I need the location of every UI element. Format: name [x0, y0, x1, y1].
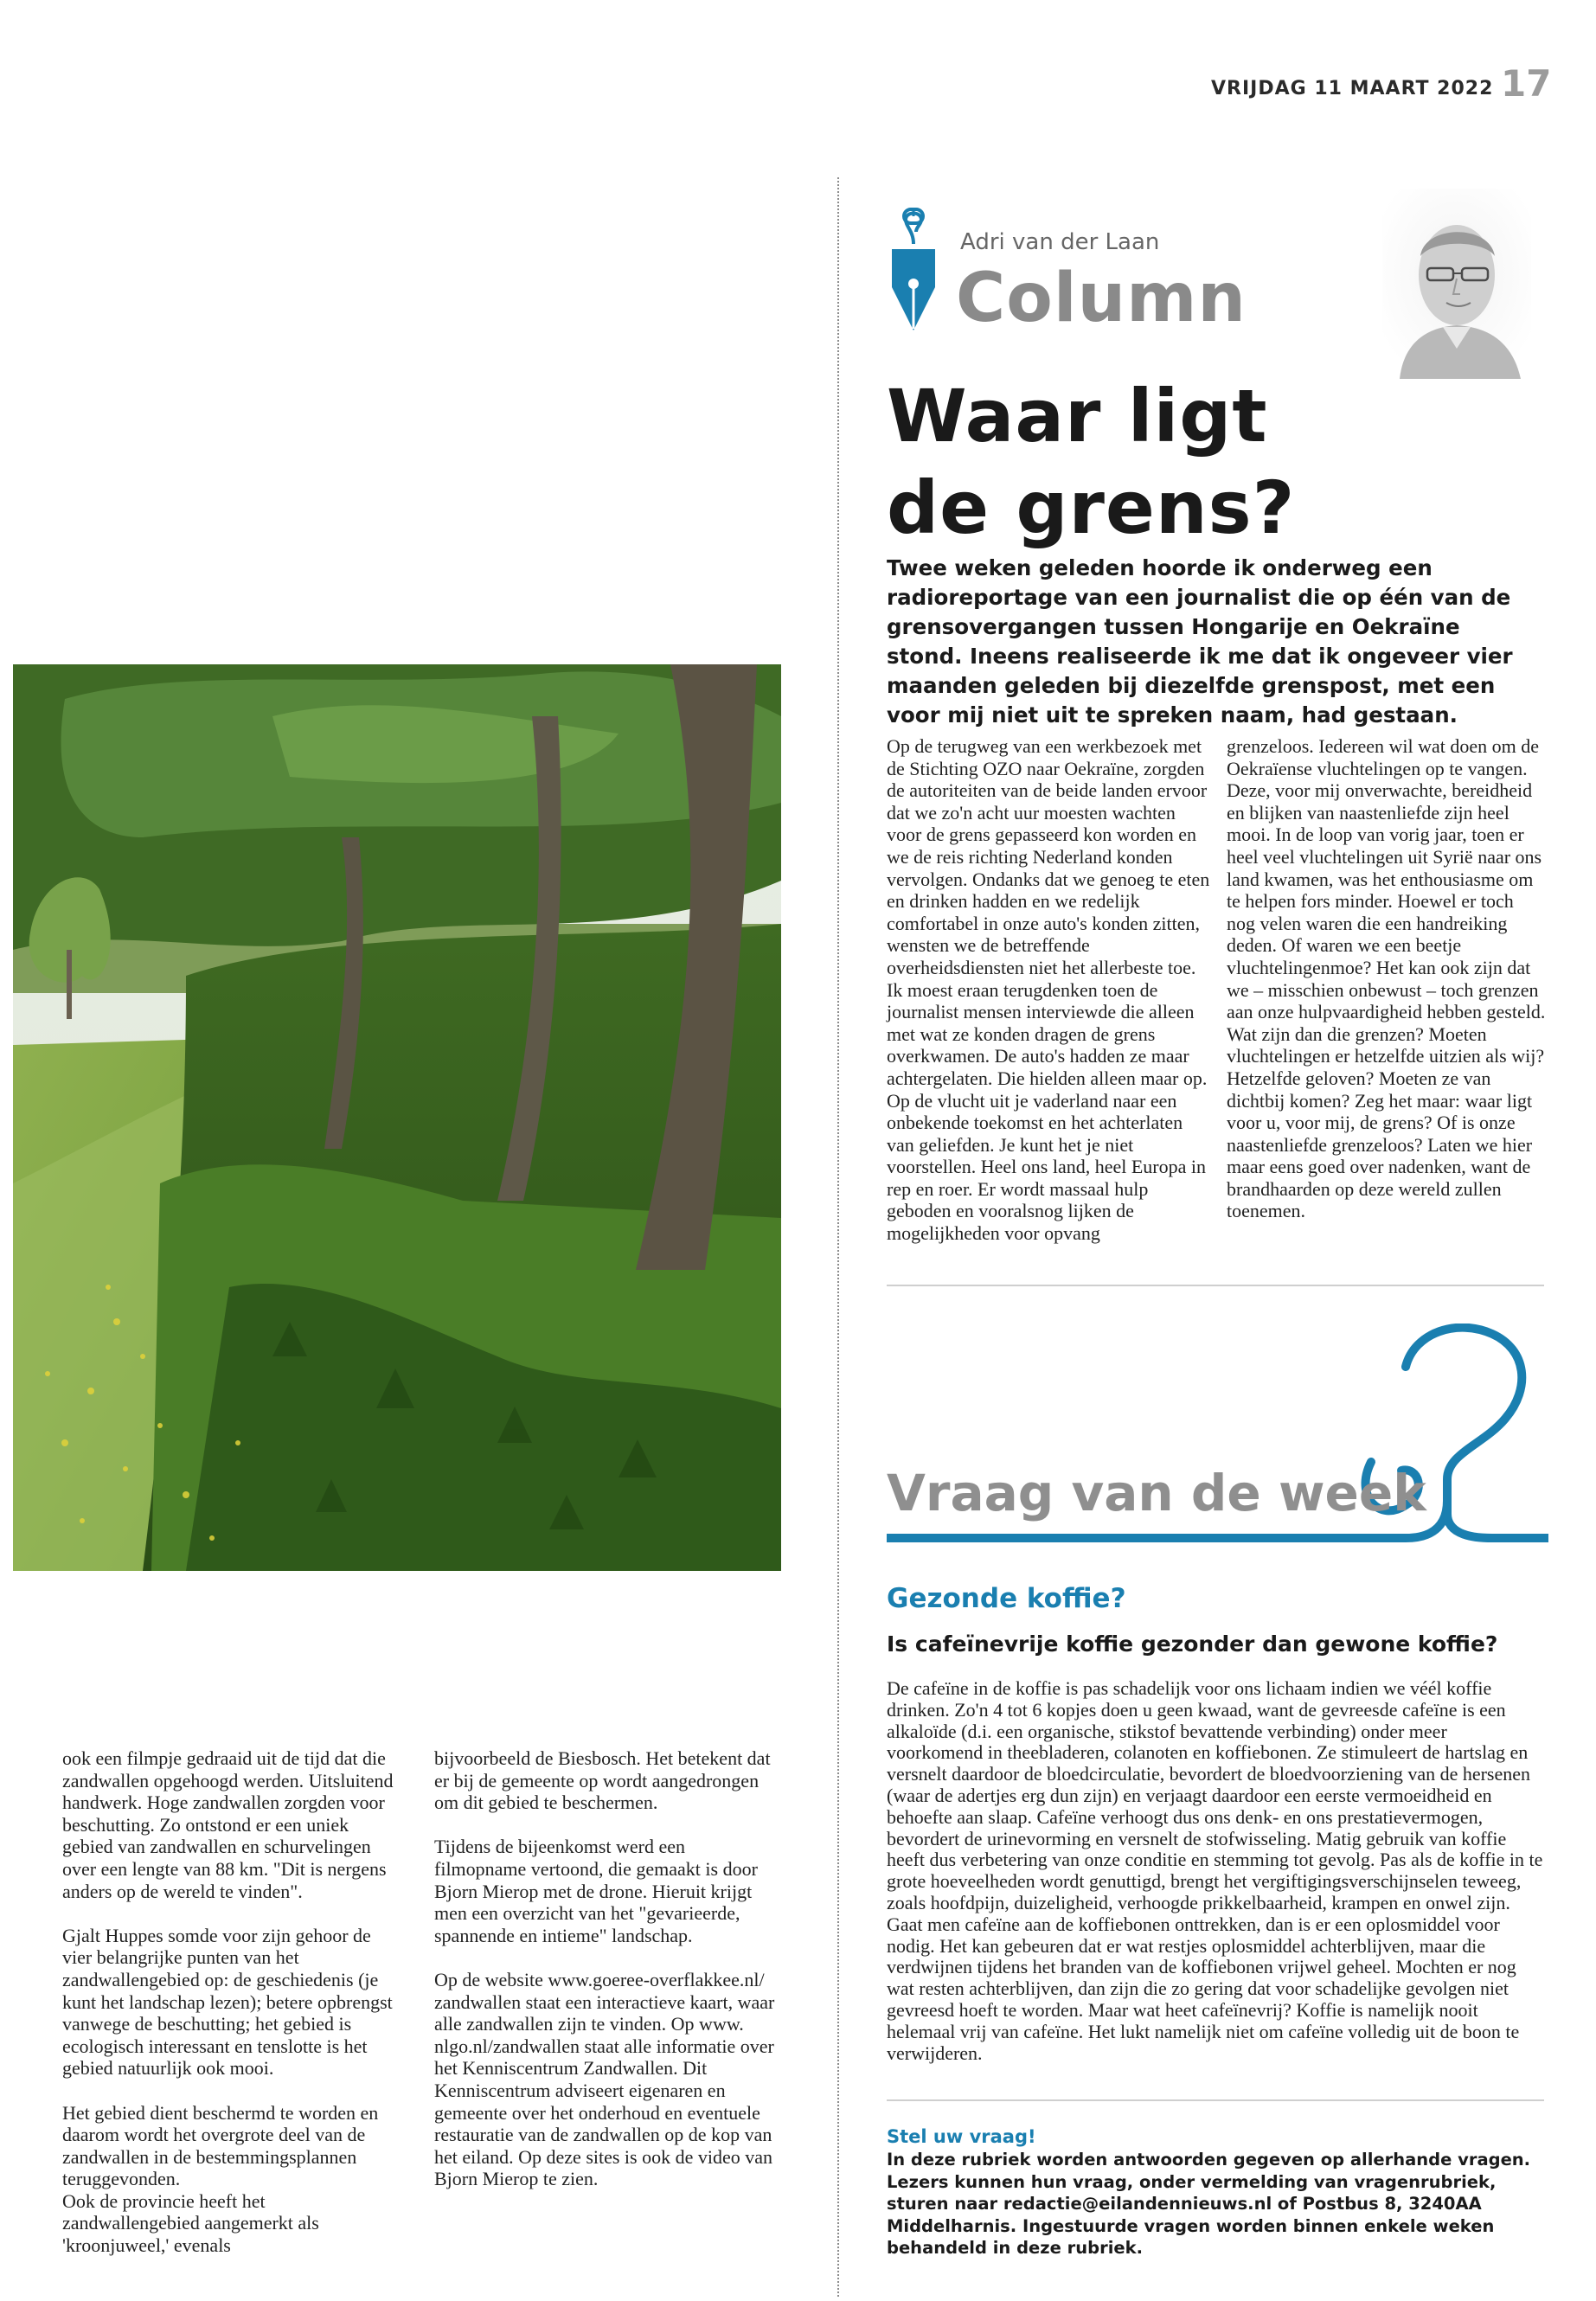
landscape-photo	[13, 664, 781, 1571]
fountain-pen-mouse-icon	[887, 201, 940, 339]
article-column-2	[434, 1747, 780, 2190]
author-portrait	[1382, 189, 1531, 379]
article-paragraph: Ook de provincie heeft het zandwallengebied aangemerkt als 'kroonjuweel,' evenals	[62, 2189, 319, 2257]
headline-line-1: Waar ligt	[887, 374, 1268, 458]
section-rule	[887, 1285, 1544, 1286]
column-label: Column	[956, 260, 1247, 337]
article-paragraph: ook een filmpje gedraaid uit de tijd dat die zandwallen opgehoogd werden. Uitsluitend handwerk. Hoge zandwallen zorgden voor beschutting. Zo ontstond er een uniek gebied van zandwallen en schurvelingen over een lengte van 88 km. "Dit is nergens anders op de wereld te vinden".	[62, 1747, 394, 1902]
column-paragraph: Wat zijn dan die grenzen? Moeten vluchtelingen er hetzelfde uitzien als wij? Hetzelfde geloven? Moeten ze van dichtbij komen? Zeg het maar: waar ligt voor u, voor mij, de grens? Of is onze naastenliefde grenzeloos? Laten we hier maar eens goed over nadenken, want de brandhaarden op deze wereld zullen toenemen.	[1227, 1022, 1545, 1222]
vraag-title: Vraag van de week	[887, 1464, 1426, 1522]
headline-line-2: de grens?	[887, 465, 1296, 550]
section-rule	[887, 2099, 1544, 2101]
vraag-question: Is cafeïnevrije koffie gezonder dan gewone koffie?	[887, 1631, 1498, 1657]
article-paragraph: Op de website www.goeree-overflakkee.nl/ zandwallen staat een interactieve kaart, waar alle zandwallen zijn te vinden. Op www. nlgo.nl/zandwallen staat alle informatie over het Kenniscentrum Zandwallen. Dit Kenniscentrum adviseert eigenaren en gemeente over het onderhoud en eventuele restauratie van de zandwallen op de kop van het eiland. Op deze sites is ook de video van Bjorn Mierop te zien.	[434, 1968, 775, 2190]
stel-uw-vraag-text: In deze rubriek worden antwoorden gegeven op allerhande vragen. Lezers kunnen hun vraag, onder vermelding van vragenrubriek, sturen naar redactie@eilandennieuws.nl of Postbus 8, 3240AA Middelharnis. Ingestuurde vragen worden binnen enkele weken behandeld in deze rubriek.	[887, 2150, 1531, 2258]
column-body-right	[1227, 735, 1547, 1222]
article-paragraph: Het gebied dient beschermd te worden en daarom wordt het overgrote deel van de zandwallen in de bestemmingsplannen teruggevonden.	[62, 2101, 379, 2190]
article-column-1	[62, 1747, 396, 2257]
stel-uw-vraag-heading: Stel uw vraag!	[887, 2126, 1036, 2147]
article-paragraph: bijvoorbeeld de Biesbosch. Het betekent dat er bij de gemeente op wordt aangedrongen om dit gebied te beschermen.	[434, 1747, 771, 1814]
column-author: Adri van der Laan	[960, 229, 1160, 255]
article-paragraph: Gjalt Huppes somde voor zijn gehoor de vier belangrijke punten van het zandwallengebied op: de geschiedenis (je kunt het landschap lezen); betere opbrengst vanwege de beschutting; het gebied is ecologisch interessant en tenslotte is het gebied natuurlijk ook mooi.	[62, 1924, 393, 2080]
vraag-answer: De cafeïne in de koffie is pas schadelijk voor ons lichaam indien we véél koffie drinken. Zo'n 4 tot 6 kopjes doen u geen kwaad, want de gevreesde cafeïne is een alkaloïde (d.i. een organische, stikstof bevattende verbinding) onder meer voorkomend in theebladeren, colanoten en koffiebonen. Ze stimuleert de hartslag en versnelt daardoor de bloedcirculatie, bevordert de bloedvoorziening van de hersenen (waar de adertjes erg dun zijn) en verjaagt daardoor een eerste vermoeidheid en behoefte aan slaap. Cafeïne verhoogt dus ons denk- en ons prestatievermogen, bevordert de urinevorming en versnelt de stofwisseling. Matig gebruik van koffie heeft dus verbetering van onze conditie en stemming tot gevolg. Pas als de koffie in te grote hoeveelheden wordt genuttigd, brengt het vergiftigingsverschijnselen teweeg, zoals hoofdpijn, duizeligheid, verhoogde prikkelbaarheid, krampen en onwel zijn. Gaat men cafeïne aan de koffiebonen onttrekken, dan is er een oplosmiddel voor nodig. Het kan gebeuren dat er wat restjes oplosmiddel achterblijven, maar die verdwijnen tijdens het branden van de koffiebonen vrijwel geheel. Mochten er nog wat resten achterblijven, dan zijn die zo gering dat voor schadelijke gevolgen niet gevreesd hoeft te worden. Maar wat heet cafeïnevrij? Koffie is namelijk nooit helemaal vrij van cafeïne. Het lukt namelijk niet om cafeïne volledig uit de boon te verwijderen.	[887, 1677, 1543, 2064]
header-date: VRIJDAG 11 MAART 2022	[1211, 78, 1494, 99]
column-divider	[837, 177, 839, 2297]
column-intro: Twee weken geleden hoorde ik onderweg een radioreportage van een journalist die op één van de grensovergangen tussen Hongarije en Oekraïne stond. Ineens realiseerde ik me dat ik ongeveer vier maanden geleden bij diezelfde grenspost, met een voor mij niet uit te spreken naam, had gestaan.	[887, 555, 1513, 727]
column-headline	[887, 370, 1354, 554]
column-body-left	[887, 735, 1214, 1245]
article-paragraph: Tijdens de bijeenkomst werd een filmopname vertoond, die gemaakt is door Bjorn Mierop met de drone. Hieruit krijgt men een overzicht van het "gevarieerde, spannende en intieme" landschap.	[434, 1836, 758, 1946]
vraag-heading: Gezonde koffie?	[887, 1583, 1126, 1614]
column-paragraph: Op de terugweg van een werkbezoek met de Stichting OZO naar Oekraïne, zorgden de autoriteiten van de beide landen ervoor dat we zo'n acht uur moesten wachten voor de grens gepasseerd kon worden en we de reis richting Nederland konden vervolgen. Ondanks dat we genoeg te eten en drinken hadden en we redelijk comfortabel in onze auto's konden zitten, wensten we de betreffende overheidsdiensten niet het allerbeste toe. Ik moest eraan terugdenken toen de journalist mensen interviewde die alleen met wat ze konden dragen de grens overkwamen. De auto's hadden ze maar achtergelaten. Die hielden alleen maar op. Op de vlucht uit je vaderland naar een onbekende toekomst en het achterlaten van geliefden. Je kunt het je niet voorstellen. Heel ons land, heel Europa in rep en roer. Er wordt massaal hulp geboden en vooralsnog lijken de mogelijkheden voor opvang	[887, 735, 1210, 1245]
column-paragraph: grenzeloos. Iedereen wil wat doen om de Oekraïense vluchtelingen op te vangen. Deze, voor mij onverwachte, bereidheid en blijken van naastenliefde zijn heel mooi. In de loop van vorig jaar, toen er heel veel vluchtelingen uit Syrië naar ons land kwamen, was het enthousiasme om te helpen fors minder. Hoewel er toch nog velen waren die een handreiking deden. Of waren we een beetje vluchtelingenmoe? Het kan ook zijn dat we – misschien onbewust – toch grenzen aan onze hulpvaardigheid hebben gesteld.	[1227, 735, 1546, 1023]
page-number: 17	[1501, 62, 1552, 105]
